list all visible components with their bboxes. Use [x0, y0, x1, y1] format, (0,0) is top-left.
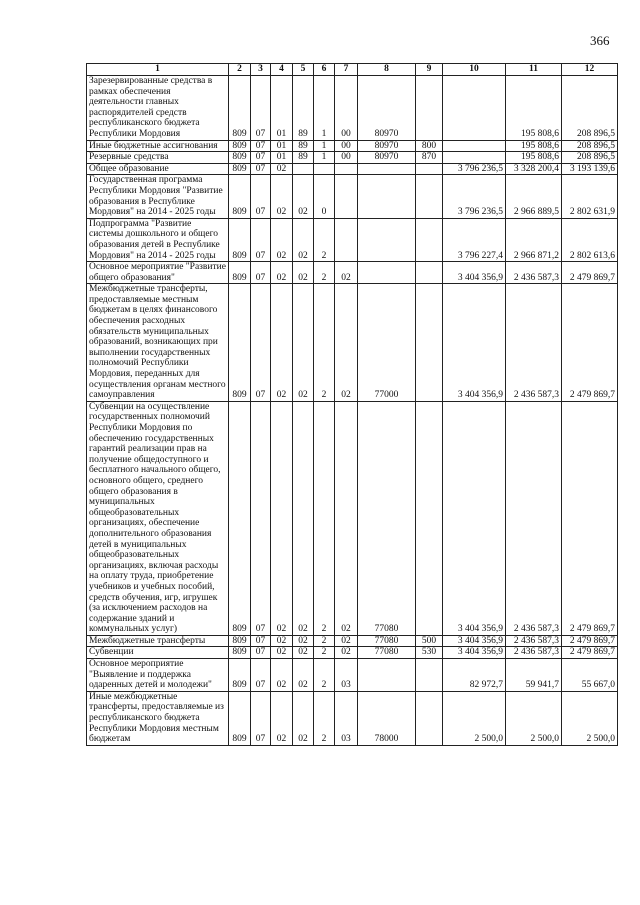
expense-code	[358, 175, 416, 218]
event-code	[335, 163, 358, 175]
column-header: 6	[314, 64, 335, 76]
type-code: 500	[416, 635, 443, 647]
subsection-code: 02	[271, 284, 293, 402]
expense-code	[358, 262, 416, 284]
event-code: 02	[335, 284, 358, 402]
expense-code: 78000	[358, 691, 416, 745]
section-code: 809	[229, 152, 251, 164]
subprogram-code: 1	[314, 140, 335, 152]
amount-2024: 2 966 871,2	[506, 218, 562, 261]
event-code: 00	[335, 76, 358, 141]
subprogram-code: 2	[314, 659, 335, 692]
amount-2023: 3 404 356,9	[443, 635, 506, 647]
row-name: Иные межбюджетные трансферты, предоставляемые из республиканского бюджета Республики Мордовия местным бюджетам	[87, 691, 229, 745]
expense-code: 80970	[358, 140, 416, 152]
subsection-code: 07	[251, 218, 271, 261]
column-header: 4	[271, 64, 293, 76]
subprogram-code: 2	[314, 284, 335, 402]
type-code	[416, 401, 443, 635]
expense-code	[358, 163, 416, 175]
subsection-code: 01	[271, 140, 293, 152]
amount-2023: 82 972,7	[443, 659, 506, 692]
event-code: 00	[335, 140, 358, 152]
column-header: 7	[335, 64, 358, 76]
column-header: 5	[293, 64, 314, 76]
section-code: 809	[229, 659, 251, 692]
amount-2024: 2 436 587,3	[506, 635, 562, 647]
table-header-row	[87, 64, 618, 76]
amount-2024: 195 808,6	[506, 152, 562, 164]
column-header: 12	[562, 64, 618, 76]
row-name: Основное мероприятие "Развитие общего образования"	[87, 262, 229, 284]
amount-2025: 2 479 869,7	[562, 635, 618, 647]
expense-code: 77000	[358, 284, 416, 402]
subsection-code: 01	[271, 152, 293, 164]
subprogram-code: 2	[314, 635, 335, 647]
amount-2023: 3 404 356,9	[443, 647, 506, 659]
subsection-code: 07	[251, 152, 271, 164]
table-row	[87, 140, 618, 152]
expense-code	[358, 218, 416, 261]
section-code: 809	[229, 163, 251, 175]
subprogram-code: 2	[314, 218, 335, 261]
amount-2024: 59 941,7	[506, 659, 562, 692]
subprogram-code: 0	[314, 175, 335, 218]
page-number: 366	[590, 33, 610, 48]
row-name: Подпрограмма "Развитие системы дошкольного и общего образования детей в Республике Мордовия" на 2014 - 2025 годы	[87, 218, 229, 261]
program-code: 89	[293, 140, 314, 152]
amount-2025: 2 479 869,7	[562, 647, 618, 659]
amount-2025: 2 479 869,7	[562, 401, 618, 635]
subsection-code: 07	[251, 140, 271, 152]
amount-2023: 3 796 236,5	[443, 163, 506, 175]
amount-2025: 3 193 139,6	[562, 163, 618, 175]
section-code: 809	[229, 401, 251, 635]
expense-code: 77080	[358, 635, 416, 647]
amount-2023: 3 796 236,5	[443, 175, 506, 218]
type-code: 870	[416, 152, 443, 164]
amount-2024: 3 328 200,4	[506, 163, 562, 175]
subsection-code: 07	[251, 691, 271, 745]
row-name: Основное мероприятие "Выявление и поддержка одаренных детей и молодежи"	[87, 659, 229, 692]
table-row	[87, 659, 618, 692]
type-code: 530	[416, 647, 443, 659]
subprogram-code: 1	[314, 76, 335, 141]
table-row	[87, 635, 618, 647]
row-name: Государственная программа Республики Мордовия "Развитие образования в Республике Мордовия" на 2014 - 2025 годы	[87, 175, 229, 218]
subsection-code: 07	[251, 635, 271, 647]
type-code	[416, 76, 443, 141]
subsection-code: 02	[271, 175, 293, 218]
amount-2023: 3 404 356,9	[443, 262, 506, 284]
type-code	[416, 659, 443, 692]
amount-2023	[443, 140, 506, 152]
table-row	[87, 152, 618, 164]
table-row	[87, 284, 618, 402]
type-code	[416, 262, 443, 284]
type-code	[416, 691, 443, 745]
row-name: Субвенции	[87, 647, 229, 659]
program-code: 02	[293, 659, 314, 692]
program-code	[293, 163, 314, 175]
expense-code: 77080	[358, 401, 416, 635]
subsection-code: 07	[251, 659, 271, 692]
subsection-code: 07	[251, 401, 271, 635]
event-code	[335, 218, 358, 261]
program-code: 02	[293, 175, 314, 218]
expense-code: 77080	[358, 647, 416, 659]
section-code: 809	[229, 76, 251, 141]
amount-2023: 3 796 227,4	[443, 218, 506, 261]
table-row	[87, 401, 618, 635]
program-code: 02	[293, 218, 314, 261]
expense-code: 80970	[358, 76, 416, 141]
event-code: 02	[335, 647, 358, 659]
program-code: 89	[293, 152, 314, 164]
program-code: 02	[293, 401, 314, 635]
subprogram-code	[314, 163, 335, 175]
amount-2024: 2 500,0	[506, 691, 562, 745]
program-code: 89	[293, 76, 314, 141]
column-header: 2	[229, 64, 251, 76]
section-code: 809	[229, 218, 251, 261]
amount-2023: 3 404 356,9	[443, 284, 506, 402]
event-code	[335, 175, 358, 218]
subsection-code: 07	[251, 284, 271, 402]
program-code: 02	[293, 647, 314, 659]
amount-2025: 208 896,5	[562, 76, 618, 141]
event-code: 02	[335, 262, 358, 284]
event-code: 03	[335, 659, 358, 692]
budget-table	[86, 63, 618, 746]
program-code: 02	[293, 284, 314, 402]
amount-2023	[443, 76, 506, 141]
row-name: Межбюджетные трансферты	[87, 635, 229, 647]
subsection-code: 07	[251, 175, 271, 218]
subprogram-code: 1	[314, 152, 335, 164]
amount-2024: 2 436 587,3	[506, 262, 562, 284]
amount-2025: 2 802 631,9	[562, 175, 618, 218]
subsection-code: 02	[271, 218, 293, 261]
type-code	[416, 284, 443, 402]
expense-code: 80970	[358, 152, 416, 164]
subsection-code: 07	[251, 262, 271, 284]
program-code: 02	[293, 691, 314, 745]
table-row	[87, 175, 618, 218]
subsection-code: 01	[271, 76, 293, 141]
subsection-code: 02	[271, 691, 293, 745]
amount-2024: 2 966 889,5	[506, 175, 562, 218]
subsection-code: 02	[271, 647, 293, 659]
subsection-code: 07	[251, 76, 271, 141]
subsection-code: 07	[251, 647, 271, 659]
column-header: 1	[87, 64, 229, 76]
section-code: 809	[229, 647, 251, 659]
row-name: Общее образование	[87, 163, 229, 175]
subprogram-code: 2	[314, 647, 335, 659]
subsection-code: 02	[271, 635, 293, 647]
type-code	[416, 218, 443, 261]
column-header: 3	[251, 64, 271, 76]
amount-2023	[443, 152, 506, 164]
subsection-code: 02	[271, 163, 293, 175]
section-code: 809	[229, 635, 251, 647]
subsection-code: 02	[271, 262, 293, 284]
subsection-code: 02	[271, 401, 293, 635]
amount-2024: 195 808,6	[506, 76, 562, 141]
column-header: 9	[416, 64, 443, 76]
section-code: 809	[229, 175, 251, 218]
subprogram-code: 2	[314, 262, 335, 284]
subsection-code: 07	[251, 163, 271, 175]
amount-2025: 55 667,0	[562, 659, 618, 692]
table-row	[87, 76, 618, 141]
amount-2024: 2 436 587,3	[506, 284, 562, 402]
row-name: Межбюджетные трансферты, предоставляемые местным бюджетам в целях финансового обеспечения расходных обязательств муниципальных образований, возникающих при выполнении государственных полномочий Республики Мордовия, переданных для осуществления органам местного самоуправления	[87, 284, 229, 402]
amount-2023: 2 500,0	[443, 691, 506, 745]
row-name: Субвенции на осуществление государственных полномочий Республики Мордовия по обеспечению государственных гарантий реализации прав на получение общедоступного и бесплатного начального общего, основного общего, среднего общего образования в муниципальных общеобразовательных организациях, обеспечение дополнительного образования детей в муниципальных общеобразовательных организациях, включая расходы на оплату труда, приобретение учебников и учебных пособий, средств обучения, игр, игрушек (за исключением расходов на содержание зданий и коммунальных услуг)	[87, 401, 229, 635]
subsection-code: 02	[271, 659, 293, 692]
amount-2024: 195 808,6	[506, 140, 562, 152]
amount-2024: 2 436 587,3	[506, 401, 562, 635]
event-code: 03	[335, 691, 358, 745]
column-header: 11	[506, 64, 562, 76]
row-name: Иные бюджетные ассигнования	[87, 140, 229, 152]
section-code: 809	[229, 140, 251, 152]
table-row	[87, 691, 618, 745]
table-row	[87, 262, 618, 284]
row-name: Резервные средства	[87, 152, 229, 164]
column-header: 8	[358, 64, 416, 76]
subprogram-code: 2	[314, 691, 335, 745]
section-code: 809	[229, 262, 251, 284]
type-code	[416, 175, 443, 218]
amount-2025: 2 802 613,6	[562, 218, 618, 261]
event-code: 00	[335, 152, 358, 164]
subprogram-code: 2	[314, 401, 335, 635]
table-row	[87, 647, 618, 659]
amount-2025: 2 479 869,7	[562, 284, 618, 402]
type-code: 800	[416, 140, 443, 152]
amount-2024: 2 436 587,3	[506, 647, 562, 659]
amount-2025: 208 896,5	[562, 152, 618, 164]
event-code: 02	[335, 635, 358, 647]
amount-2023: 3 404 356,9	[443, 401, 506, 635]
row-name: Зарезервированные средства в рамках обеспечения деятельности главных распорядителей средств республиканского бюджета Республики Мордовия	[87, 76, 229, 141]
amount-2025: 208 896,5	[562, 140, 618, 152]
section-code: 809	[229, 284, 251, 402]
table-row	[87, 163, 618, 175]
type-code	[416, 163, 443, 175]
event-code: 02	[335, 401, 358, 635]
column-header: 10	[443, 64, 506, 76]
table-row	[87, 218, 618, 261]
program-code: 02	[293, 635, 314, 647]
section-code: 809	[229, 691, 251, 745]
program-code: 02	[293, 262, 314, 284]
expense-code	[358, 659, 416, 692]
amount-2025: 2 479 869,7	[562, 262, 618, 284]
amount-2025: 2 500,0	[562, 691, 618, 745]
